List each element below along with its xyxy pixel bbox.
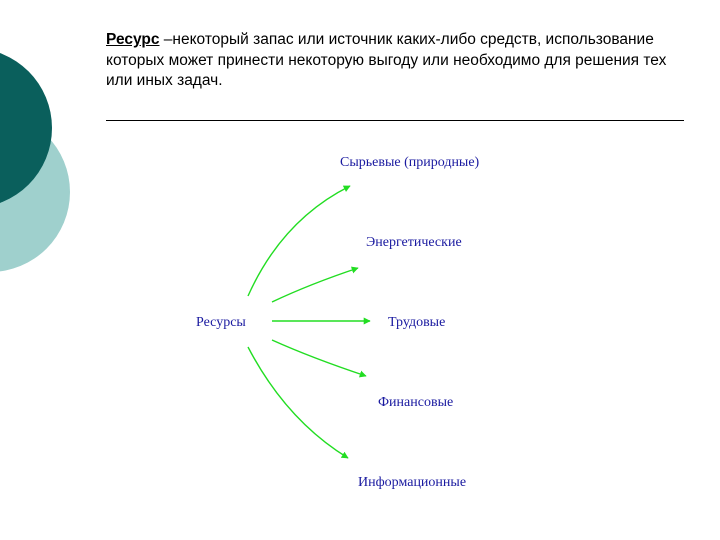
target-label-labor: Трудовые [388, 315, 446, 330]
target-label-energy: Энергетические [366, 235, 462, 250]
arrow-to-finance [272, 340, 366, 376]
arrow-to-energy [272, 268, 358, 302]
target-label-finance: Финансовые [378, 395, 454, 410]
definition-body: –некоторый запас или источник каких-либо средств, использование которых может принести некоторую выгоду или необходимо для решения тех или иных задач. [106, 31, 667, 89]
definition-term: Ресурс [106, 31, 160, 48]
source-label: Ресурсы [196, 315, 246, 330]
target-label-info: Информационные [358, 475, 467, 490]
arrow-to-raw [248, 186, 350, 296]
arrow-to-info [248, 347, 348, 458]
target-label-raw: Сырьевые (природные) [340, 155, 480, 170]
